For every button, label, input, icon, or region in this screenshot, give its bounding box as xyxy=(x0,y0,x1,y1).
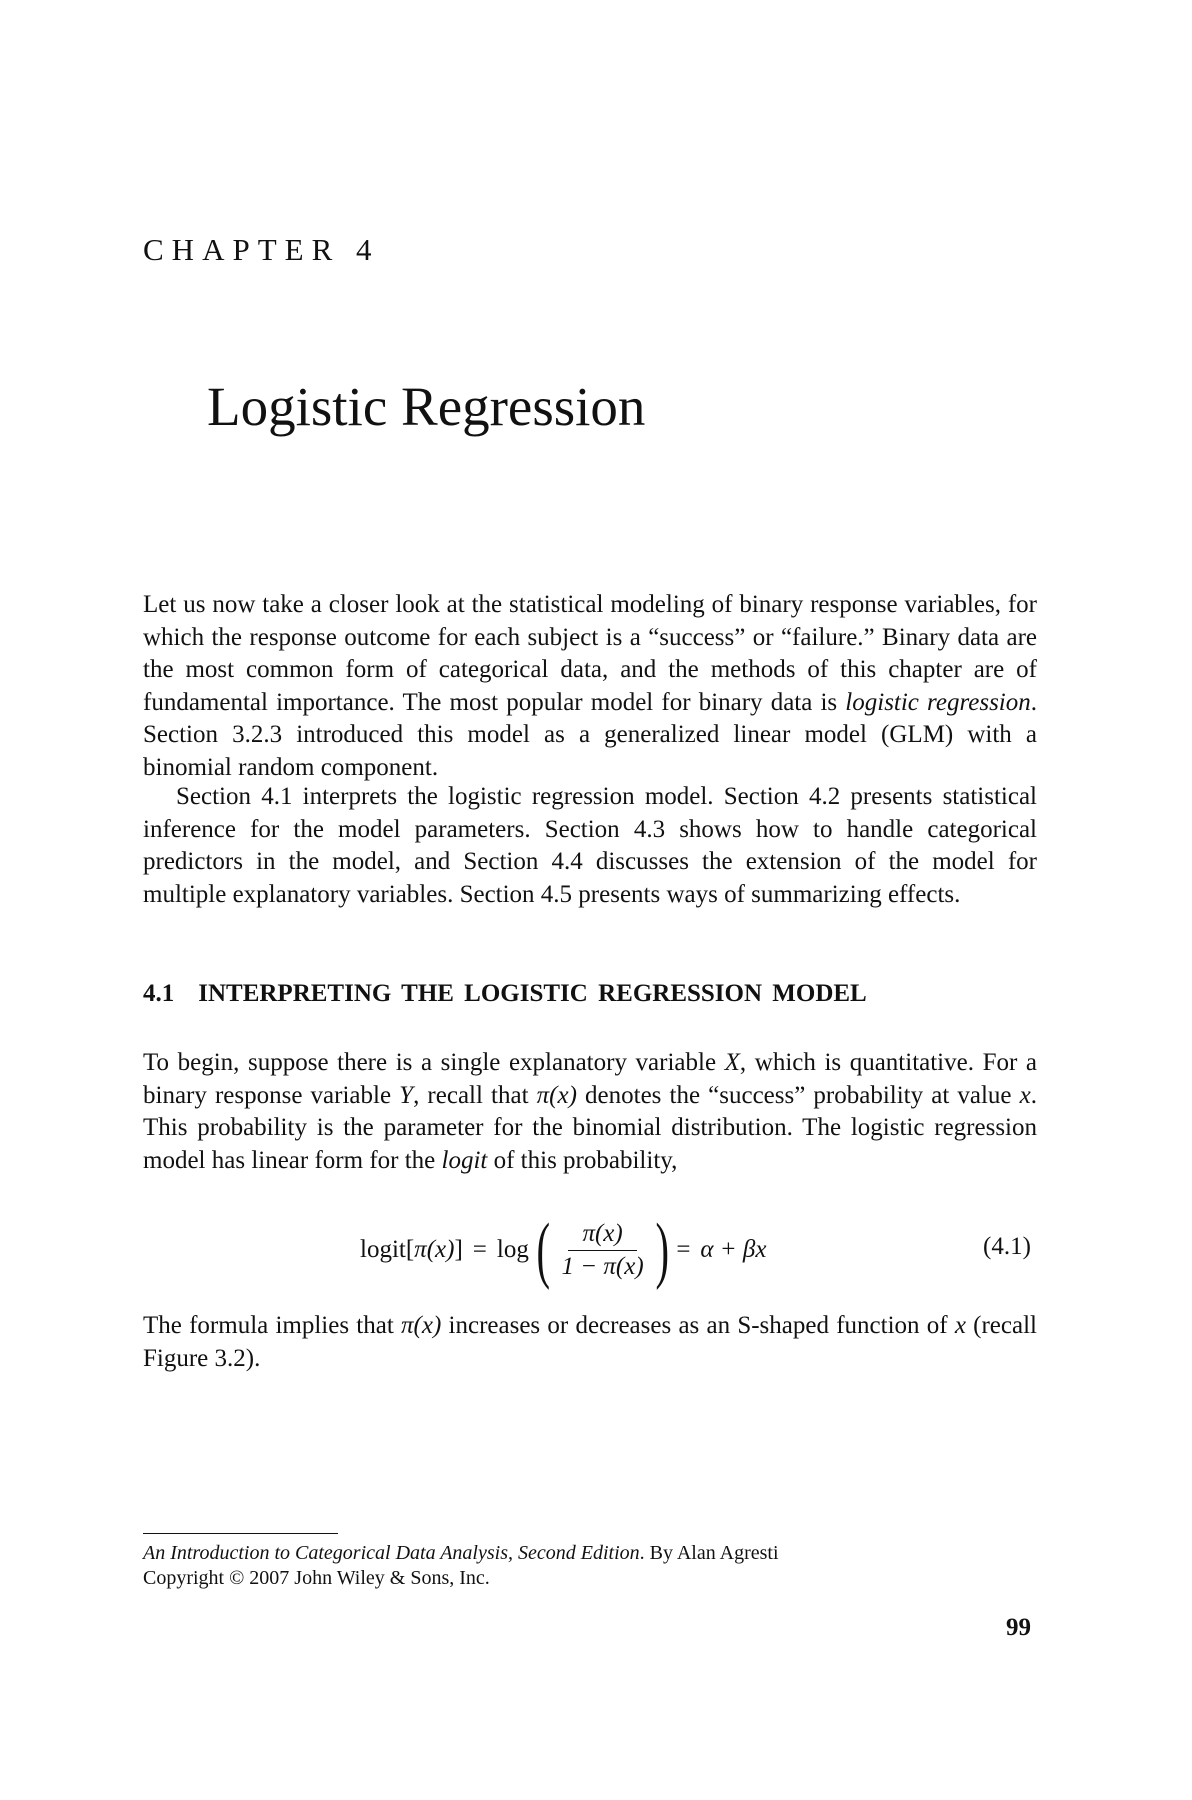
body-paragraph-1 xyxy=(143,1047,1037,1177)
footer-citation xyxy=(143,1542,779,1565)
body-p2-text-b: increases or decreases as an S-shaped function of xyxy=(441,1312,955,1339)
equation-4-1 xyxy=(360,1205,766,1295)
body-p1-var-y-cap: Y xyxy=(399,1081,414,1109)
intro-p1-text-a: Let us now take a closer look at the statistical modeling of binary response variables, for which the response outcome for each subject is a “success” or “failure.” Binary data are the most common form of categorical data, and the methods of this chapter are of fundamental importance. The most popular model for binary data is xyxy=(143,591,1037,716)
section-number: 4.1 xyxy=(143,980,175,1007)
body-p2-pi-x: π(x) xyxy=(401,1312,442,1339)
body-p1-text-a: To begin, suppose there is a single explanatory variable xyxy=(143,1049,725,1076)
equation-paren-close: ) xyxy=(655,1209,669,1291)
intro-paragraph-2: Section 4.1 interprets the logistic regression model. Section 4.2 presents statistical inference for the model parameters. Section 4.3 shows how to handle categorical predictors in the model, and Section 4.4 discusses the extension of the model for multiple explanatory variables. Section 4.5 presents ways of summarizing effects. xyxy=(143,783,1037,908)
equation-lhs-arg: π(x) xyxy=(414,1236,455,1263)
footer-author: . By Alan Agresti xyxy=(639,1542,779,1564)
footer-copyright: Copyright © 2007 John Wiley & Sons, Inc. xyxy=(143,1567,490,1589)
equation-equals-2: = xyxy=(676,1236,691,1263)
equation-denominator: 1 − π(x) xyxy=(561,1252,644,1280)
footer-book-title: An Introduction to Categorical Data Analysis, Second Edition xyxy=(143,1542,640,1564)
equation-number: (4.1) xyxy=(983,1233,1031,1260)
section-title: INTERPRETING THE LOGISTIC REGRESSION MODEL xyxy=(198,980,867,1007)
intro-p1-emphasis: logistic regression xyxy=(845,688,1031,716)
equation-numerator: π(x) xyxy=(568,1220,636,1251)
intro-paragraph-1 xyxy=(143,589,1037,784)
body-paragraph-2 xyxy=(143,1310,1037,1375)
body-p1-text-f: of this probability, xyxy=(487,1146,678,1174)
body-p1-pi-x: π(x) xyxy=(536,1081,577,1109)
body-p1-text-b: , which is quantitative. For a binary response variable xyxy=(143,1049,1037,1109)
body-p2-text-a: The formula implies that xyxy=(143,1312,402,1339)
equation-equals-1: = xyxy=(472,1236,487,1263)
intro-p1-text-b: . Section 3.2.3 introduced this model as a generalized linear model (GLM) with a binomial random component. xyxy=(143,688,1037,781)
chapter-label: CHAPTER 4 xyxy=(143,232,380,267)
equation-lhs-func: logit[ xyxy=(360,1236,415,1263)
footer-rule xyxy=(143,1533,338,1534)
equation-lhs-close: ] xyxy=(454,1236,463,1263)
body-p1-text-d: denotes the “success” probability at value xyxy=(576,1081,1020,1109)
section-heading xyxy=(143,980,867,1008)
body-p1-logit: logit xyxy=(441,1146,488,1174)
body-p2-text-c: (recall Figure 3.2). xyxy=(143,1312,1037,1372)
chapter-title: Logistic Regression xyxy=(207,376,646,437)
page-number: 99 xyxy=(1006,1614,1031,1641)
equation-fraction xyxy=(556,1220,650,1281)
equation-paren-open: ( xyxy=(536,1209,550,1291)
equation-rhs: α + βx xyxy=(700,1236,767,1263)
body-p1-var-x-cap: X xyxy=(724,1049,740,1076)
body-p2-var-x: x xyxy=(954,1312,966,1339)
body-p1-text-c: , recall that xyxy=(413,1081,537,1109)
body-p1-var-x: x xyxy=(1019,1081,1031,1109)
body-p1-text-e: . This probability is the parameter for the binomial distribution. The logistic regression model has linear form for the xyxy=(143,1081,1037,1174)
equation-log: log xyxy=(496,1236,529,1263)
